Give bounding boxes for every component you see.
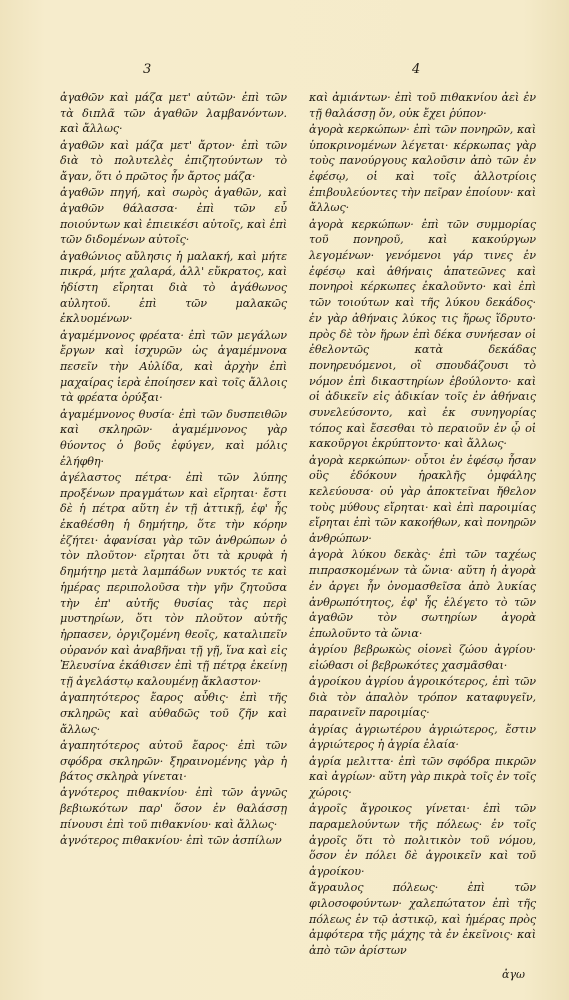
- right-column: [300, 90, 536, 959]
- lexicon-entry: ἀγαθώνιος αὔλησις ἡ μαλακή, καὶ μήτε πικρά, μήτε χαλαρά, ἀλλ' εὔκρατος, καὶ ἡδίστη εἴρηται διὰ τὸ ἀγάθωνος αὐλητοῦ. ἐπὶ τῶν μαλακῶς ἐκλυομένων·: [60, 249, 287, 326]
- lexicon-entry: ἀγνότερος πιθακνίου· ἐπὶ τῶν ἀγνῶς βεβιωκότων παρ' ὅσον ἐν θαλάσσῃ πίνουσι ἐπὶ τοῦ πιθακνίου· καὶ ἄλλως·: [60, 786, 287, 831]
- lexicon-entry: ἀγέλαστος πέτρα· ἐπὶ τῶν λύπης προξένων πραγμάτων καὶ εἴρηται· ἔστι δὲ ἡ πέτρα αὕτη ἐν τῇ ἀττικῇ, ἐφ' ἧς ἐκαθέσθη ἡ δημήτηρ, ὅτε τὴν κόρην ἐζήτει· ἀφανίσαι γὰρ τῶν ἀνθρώπων ὁ τὸν πλοῦτον· εἴρηται ὅτι τὰ κρυφὰ ἡ δημήτηρ μετὰ λαμπάδων νυκτός τε καὶ ἡμέρας περιπολοῦσα τὴν γῆν ζητοῦσα τὴν ἐπ' αὐτῆς θυσίας τὰς περὶ μυστηρίων, ὅτι τὸν πλοῦτον αὐτῆς ἠρπασεν, ὀργιζομένη θεοῖς, καταλιπεῖν οὐρανόν καὶ ἀναβῆναι τῇ γῇ, ἵνα καὶ εἰς Ἐλευσίνα ἐκάθισεν ἐπὶ τῇ πέτρᾳ ἐκείνῃ τῇ ἀγελάστῳ καλουμένῃ ἄκλαστον·: [60, 470, 287, 689]
- column-gutter: [289, 40, 290, 960]
- lexicon-entry: ἀγαθῶν πηγή, καὶ σωρὸς ἀγαθῶν, καὶ ἀγαθῶν θάλασσα· ἐπὶ τῶν εὖ ποιούντων καὶ ἐπιεικέσι αὐτοῖς, καὶ ἐπὶ τῶν διδομένων αὐτοῖς·: [60, 186, 287, 247]
- lexicon-entry: ἀγρία μελιττα· ἐπὶ τῶν σφόδρα πικρῶν καὶ ἀγρίων· αὕτη γὰρ πικρὰ τοῖς ἐν τοῖς χώροις·: [309, 754, 536, 799]
- lexicon-entry: ἀγρίας ἀγριωτέρου ἀγριώτερος, ἔστιν ἀγριώτερος ἡ ἀγρία ἐλαία·: [309, 722, 536, 752]
- lexicon-entry: ἀγορὰ κερκώπων· οὗτοι ἐν ἐφέσῳ ἦσαν οὓς ἐδόκουν ἡρακλῆς ὀμφάλης κελεύουσα· οὐ γὰρ ἀποκτεῖναι ἤθελον τοὺς μύθους εἴρηται· καὶ ἐπὶ παροιμίας εἴρηται ἐπὶ τῶν κακοήθων, καὶ πονηρῶν ἀνθρώπων·: [309, 453, 536, 546]
- lexicon-entry: ἀγαθῶν καὶ μάζα μετ' ἄρτον· ἐπὶ τῶν διὰ τὸ πολυτελὲς ἐπιζητούντων τὸ ἄγαν, ὅτι ὁ πρῶτος ἦν ἄρτος μάζα·: [60, 138, 287, 184]
- lexicon-entry: ἀγροῖς ἄγροικος γίνεται· ἐπὶ τῶν παραμελούντων τῆς πόλεως· ἐν τοῖς ἀγροῖς ὅτι τὸ πολιτικὸν τοῦ νόμου, ὅσον ἐν πόλει δὲ ἀγροικεῖν καὶ τοῦ ἀγροίκου·: [309, 802, 536, 878]
- page-number-left: 3: [143, 62, 152, 77]
- lexicon-entry: ἀγορὰ κερκώπων· ἐπὶ τῶν πονηρῶν, καὶ ὑποκρινομένων λέγεται· κέρκωπας γὰρ τοὺς πανούργους καλοῦσιν ἀπὸ τῶν ἐν ἐφέσῳ, οἱ καὶ τοῖς ἀλλοτρίοις ἐπιβουλεύοντες τὴν πεῖραν ἐποίουν· καὶ ἄλλως·: [309, 122, 536, 215]
- page-number-right: 4: [412, 62, 421, 77]
- lexicon-entry: ἀγορὰ λύκου δεκὰς· ἐπὶ τῶν ταχέως πιπρασκομένων τὰ ὤνια· αὕτη ἡ ἀγορὰ ἐν ἀργει ἦν ὀνομασθεῖσα ἀπὸ λυκίας ἀνθρωπότητος, ἐφ' ἧς ἐλέγετο τὸ τῶν ἀγαθῶν τὸν σωτηρίων ἀγορὰ ἐπωλοῦντο τὰ ὤνια·: [309, 548, 536, 640]
- lexicon-entry: ἀγρίου βεβρωκὼς οἱονεὶ ζώου ἀγρίου· εἰώθασι οἱ βεβρωκότες χασμᾶσθαι·: [309, 643, 536, 672]
- lexicon-entry: ἀγροίκου ἀγρίου ἀγροικότερος, ἐπὶ τῶν διὰ τὸν ἀπαλὸν τρόπον καταφυγεῖν, παραινεῖν παροιμίας·: [309, 675, 536, 720]
- lexicon-entry: ἀγαθῶν καὶ μάζα μετ' αὐτῶν· ἐπὶ τῶν τὰ διπλᾶ τῶν ἀγαθῶν λαμβανόντων. καὶ ἄλλως·: [60, 91, 287, 136]
- lexicon-entry: ἀγαπητότερος αὐτοῦ ἔαρος· ἐπὶ τῶν σφόδρα σκληρῶν· ξηραινομένης γὰρ ἡ βάτος σκληρὰ γίνεται·: [60, 738, 287, 784]
- lexicon-entry: ἀγνότερος πιθακνίου· ἐπὶ τῶν ἀσπίλων: [60, 834, 282, 848]
- lexicon-entry: ἀγαπητότερος ἔαρος αὖθις· ἐπὶ τῆς σκληρῶς καὶ αὐθαδῶς τοῦ ζῆν καὶ ἄλλως·: [60, 691, 287, 736]
- lexicon-entry: ἀγαμέμνονος θυσία· ἐπὶ τῶν δυσπειθῶν καὶ σκληρῶν· ἀγαμέμνονος γὰρ θύοντος ὁ βοῦς ἐφύγεν, καὶ μόλις ἐλήφθη·: [60, 407, 287, 468]
- lexicon-entry: ἄγραυλος πόλεως· ἐπὶ τῶν φιλοσοφούντων· χαλεπώτατον ἐπὶ τῆς πόλεως ἐν τῷ ἀστικῷ, καὶ ἡμέρας πρὸς ἀμφότερα τῆς μάχης τὰ ἐν ἐκεῖνοις· καὶ ἀπὸ τῶν ἀρίστων: [309, 881, 536, 957]
- left-column: [51, 90, 287, 849]
- lexicon-entry: ἀγορὰ κερκώπων· ἐπὶ τῶν συμμορίας τοῦ πονηροῦ, καὶ κακούργων λεγομένων· γενόμενοι γάρ τινες ἐν ἐφέσῳ καὶ ἀθήναις ἀπατεῶνες καὶ πονηροὶ κέρκωπες ἐκαλοῦντο· καὶ ἐπὶ τῶν τοιούτων καὶ τῆς λύκου δεκάδος· ἐν γὰρ ἀθήναις λύκος τις ἥρως ἵδρυτο· πρὸς δὲ τὸν ἥρων ἐπὶ δέκα συνήεσαν οἱ ἐθελοντῶς κατὰ δεκάδας πονηρευόμενοι, οἳ σπουδάζουσι τὸ νόμον ἐπὶ δικαστηρίων ἐβούλοντο· καὶ οἱ ἀδικεῖν εἰς ἀδικίαν τοῖς ἐν ἀθήναις συνελεύσοντο, καὶ ἐκ συνηγορίας τόπος καὶ ἔσεσθαι τὸ περαιοῦν ἐν ᾧ οἱ κακοῦργοι ἐκρύπτοντο· καὶ ἄλλως·: [309, 217, 536, 451]
- lexicon-entry: ἀγαμέμνονος φρέατα· ἐπὶ τῶν μεγάλων ἔργων καὶ ἰσχυρῶν ὡς ἀγαμέμνονα πεσεῖν τὴν Αὐλίδα, καὶ ἀρχὴν ἐπὶ μαχαίρας ἱερὰ ἐποίησεν καὶ τοῖς ἄλλοις τὰ φρέατα ὀρύξαι·: [60, 328, 287, 405]
- lexicon-entry: καὶ ἀμιάντων· ἐπὶ τοῦ πιθακνίου ἀεὶ ἐν τῇ θαλάσσῃ ὄν, οὐκ ἔχει ῥύπον·: [309, 91, 536, 120]
- catchword: ἀγω: [502, 968, 525, 981]
